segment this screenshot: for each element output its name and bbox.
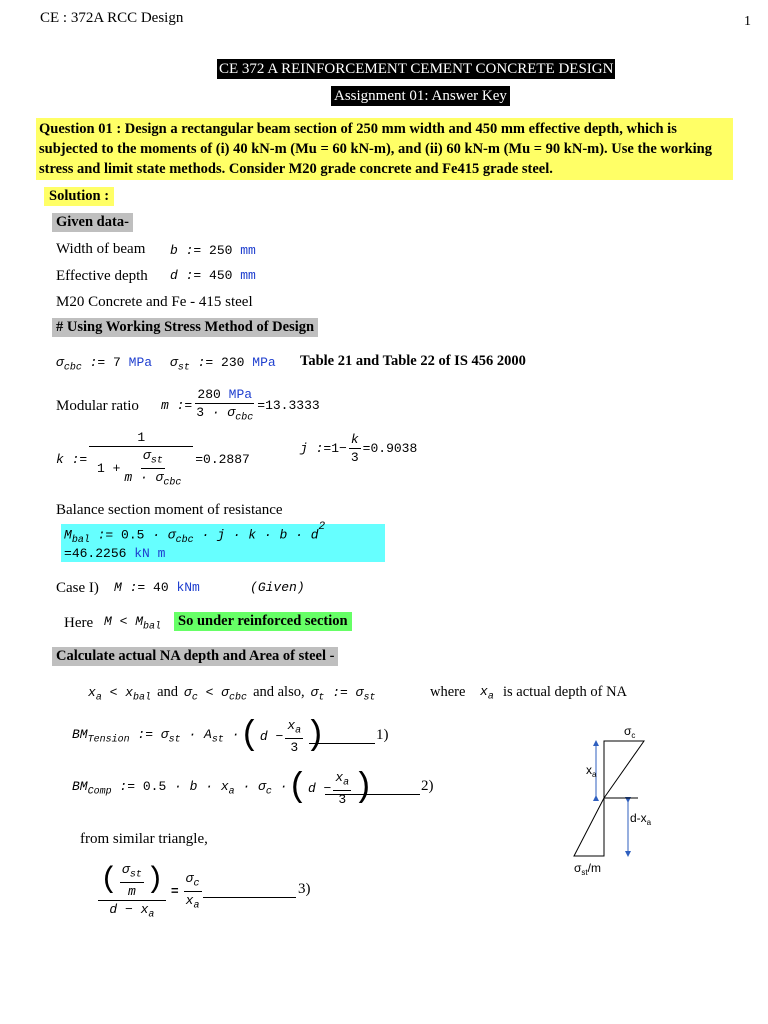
- doc-subtitle: Assignment 01: Answer Key: [331, 86, 510, 106]
- balance-label: Balance section moment of resistance: [56, 502, 283, 518]
- eq1-tag: 1): [376, 727, 389, 743]
- case1-label: Case I): [56, 580, 99, 596]
- here-condition: $M < M_{bal}$: [104, 614, 162, 633]
- na-conditions: $x_a < x_{bal}$ and $\sigma_c < \sigma_{cbc}$ and also, $\sigma_t$ := $\sigma_{st}$: [88, 684, 376, 704]
- solution-label: Solution :: [44, 187, 114, 206]
- bm-tension-equation: $BM_{Tension}$ := $\sigma_{st} \cdot A_{st}$ · ( d − $\frac{x_a}{3}$ ): [72, 717, 326, 756]
- dxa-label: $d-x_a$: [630, 811, 652, 827]
- width-label: Width of beam: [56, 241, 146, 257]
- depth-label: Effective depth: [56, 268, 148, 284]
- materials-text: M20 Concrete and Fe - 415 steel: [56, 294, 253, 310]
- under-reinforced-badge: So under reinforced section: [174, 612, 352, 631]
- eq1-line: [309, 743, 375, 744]
- compression-triangle: [604, 741, 644, 798]
- sigma-c-label: $\sigma_c$: [624, 724, 636, 740]
- na-description: is actual depth of NA: [503, 684, 628, 700]
- case1-note: (Given): [250, 580, 305, 595]
- na-label: Calculate actual NA depth and Area of steel -: [52, 647, 338, 666]
- page-header: CE : 372A RCC Design: [40, 10, 184, 26]
- case1-equation: M := 40 kNm: [114, 580, 200, 595]
- similar-triangle-text: from similar triangle,: [80, 831, 208, 847]
- sigma-st-m-label: $\sigma_{st}/m$: [574, 861, 601, 877]
- k-equation: k := 1 1 + $\frac{\sigma_{st}}{m \cdot \sigma_{cbc}}$ = 0.2887: [56, 430, 250, 489]
- mbal-equation: $M_{bal}$ := $0.5 \cdot \sigma_{cbc} \cdot j \cdot k \cdot b \cdot d^2 =46.2256$ kN m: [61, 524, 385, 562]
- depth-equation: d := 450 mm: [170, 268, 256, 283]
- doc-title: CE 372 A REINFORCEMENT CEMENT CONCRETE DESIGN: [219, 61, 614, 77]
- width-equation: b := 250 mm: [170, 243, 256, 258]
- stress-diagram: [560, 722, 740, 882]
- eq3-line: [203, 897, 296, 898]
- j-equation: j := 1 − $\frac{k}{3}$ = 0.9038: [300, 432, 418, 465]
- sigma-st-equation: $\sigma_{st}$ := 230 MPa: [170, 355, 276, 374]
- eq3-tag: 3): [298, 881, 311, 897]
- similar-triangle-equation: ( $\frac{\sigma_{st}}{m}$ ) $d - x_a$ = $\frac{\sigma_c}{x_a}$: [100, 862, 200, 921]
- bm-comp-equation: $BM_{Comp}$ := $0.5 \cdot b \cdot x_a \cdot \sigma_c$ · ( d − $\frac{x_a}{3}$ ): [72, 769, 374, 808]
- here-label: Here: [64, 615, 94, 631]
- modular-ratio-equation: m := $\frac{\text{280 MPa}}{3 \cdot \sigma_{cbc}}$ = 13.3333: [161, 387, 320, 424]
- eq2-tag: 2): [421, 778, 434, 794]
- question-text: Question 01 : Design a rectangular beam section of 250 mm width and 450 mm effective depth, which is subjected to the moments of (i) 40 kN-m (Mu = 60 kN-m), and (ii) 60 kN-m (Mu = 90 kN-m). Use the working stress and limit state methods. Consider M20 grade concrete and Fe415 grade steel.: [36, 118, 733, 180]
- xa-label: $x_a$: [586, 763, 597, 779]
- tension-triangle: [574, 798, 604, 856]
- page-number: 1: [744, 14, 751, 29]
- given-label: Given data-: [52, 213, 133, 232]
- table-reference: Table 21 and Table 22 of IS 456 2000: [300, 353, 526, 369]
- modular-ratio-label: Modular ratio: [56, 398, 139, 414]
- na-xa-symbol: $x_a$: [480, 684, 494, 703]
- na-where: where: [430, 684, 466, 700]
- sigma-cbc-equation: $\sigma_{cbc}$ := 7 MPa: [56, 355, 153, 374]
- wsm-label: # Using Working Stress Method of Design: [52, 318, 318, 337]
- eq2-line: [325, 794, 420, 795]
